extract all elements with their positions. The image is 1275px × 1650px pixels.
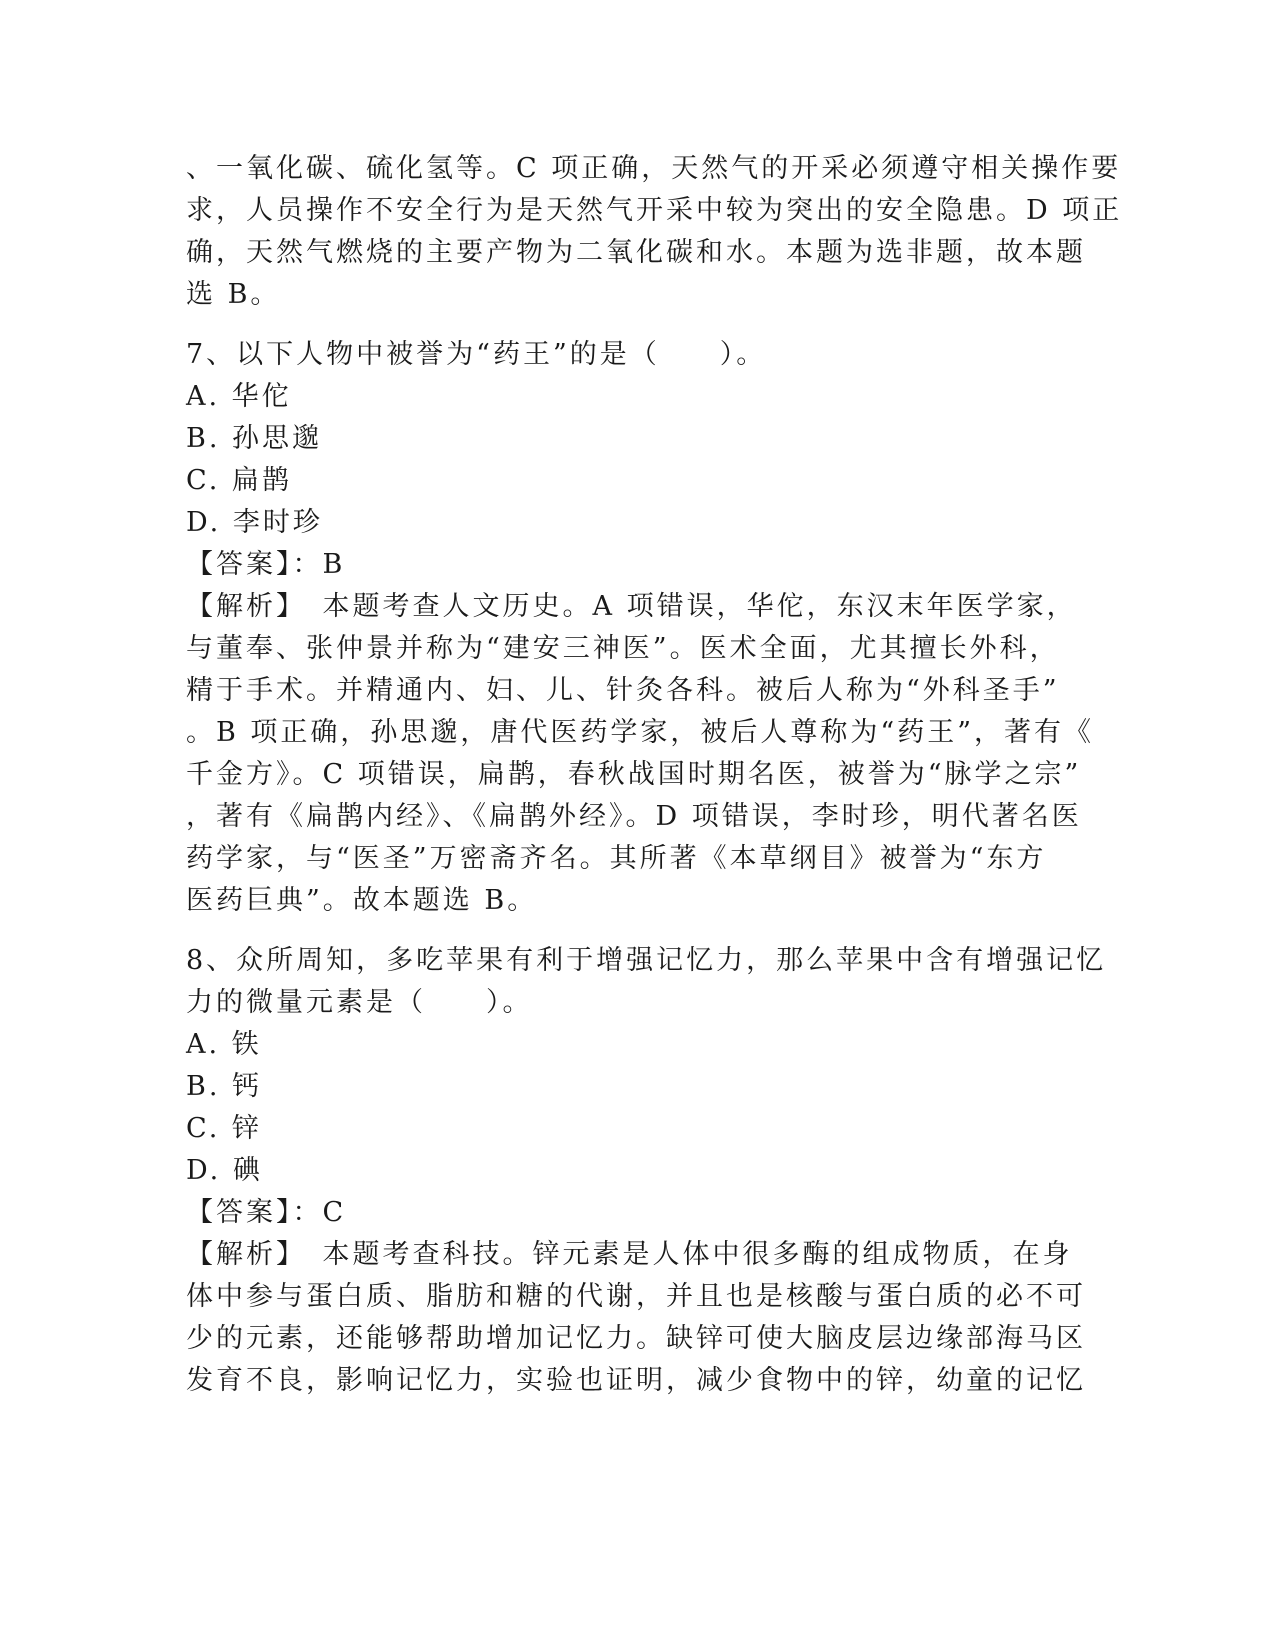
explanation-line: 【解析】 本题考查科技。锌元素是人体中很多酶的组成物质，在身: [186, 1239, 1073, 1270]
explanation-line: 千金方》。C 项错误，扁鹊，春秋战国时期名医，被誉为“脉学之宗”: [186, 759, 1082, 790]
explanation-line: 药学家，与“医圣”万密斋齐名。其所著《本草纲目》被誉为“东方: [186, 843, 1047, 874]
explanation-line: 与董奉、张仲景并称为“建安三神医”。医术全面，尤其擅长外科，: [186, 633, 1060, 664]
option-d: D. 碘: [186, 1155, 263, 1186]
answer-line: 【答案】：C: [186, 1197, 347, 1228]
question-8: [186, 940, 1107, 1402]
text-line: 确，天然气燃烧的主要产物为二氧化碳和水。本题为选非题，故本题: [186, 237, 1086, 268]
explanation-line: 【解析】 本题考查人文历史。A 项错误，华佗，东汉末年医学家，: [186, 591, 1077, 622]
text-line: 求，人员操作不安全行为是天然气开采中较为突出的安全隐患。D 项正: [186, 195, 1123, 226]
option-c: C. 扁鹊: [186, 465, 292, 496]
option-b: B. 钙: [186, 1071, 263, 1102]
question-text: 7、以下人物中被誉为“药王”的是（ ）。: [186, 339, 767, 370]
intro-explanation: [186, 148, 1123, 316]
spacer: [186, 922, 1086, 940]
explanation-line: 精于手术。并精通内、妇、儿、针灸各科。被后人称为“外科圣手”: [186, 675, 1060, 706]
explanation-line: ，著有《扁鹊内经》、《扁鹊外经》。D 项错误，李时珍，明代著名医: [186, 801, 1082, 832]
question-text: 力的微量元素是（ ）。: [186, 987, 533, 1018]
explanation-line: 医药巨典”。故本题选 B。: [186, 885, 538, 916]
explanation-line: 发育不良，影响记忆力，实验也证明，减少食物中的锌，幼童的记忆: [186, 1365, 1086, 1396]
text-line: 选 B。: [186, 279, 281, 310]
answer-line: 【答案】：B: [186, 549, 346, 580]
option-a: A. 华佗: [186, 381, 292, 412]
option-d: D. 李时珍: [186, 507, 323, 538]
document-page: [186, 148, 1123, 1402]
option-c: C. 锌: [186, 1113, 262, 1144]
question-7: [186, 334, 1095, 922]
option-a: A. 铁: [186, 1029, 262, 1060]
question-text: 8、众所周知，多吃苹果有利于增强记忆力，那么苹果中含有增强记忆: [186, 945, 1107, 976]
option-b: B. 孙思邈: [186, 423, 323, 454]
explanation-line: 。B 项正确，孙思邈，唐代医药学家，被后人尊称为“药王”，著有《: [186, 717, 1095, 748]
explanation-line: 少的元素，还能够帮助增加记忆力。缺锌可使大脑皮层边缘部海马区: [186, 1323, 1086, 1354]
explanation-line: 体中参与蛋白质、脂肪和糖的代谢，并且也是核酸与蛋白质的必不可: [186, 1281, 1086, 1312]
spacer: [186, 316, 1086, 334]
text-line: 、一氧化碳、硫化氢等。C 项正确，天然气的开采必须遵守相关操作要: [186, 153, 1122, 184]
